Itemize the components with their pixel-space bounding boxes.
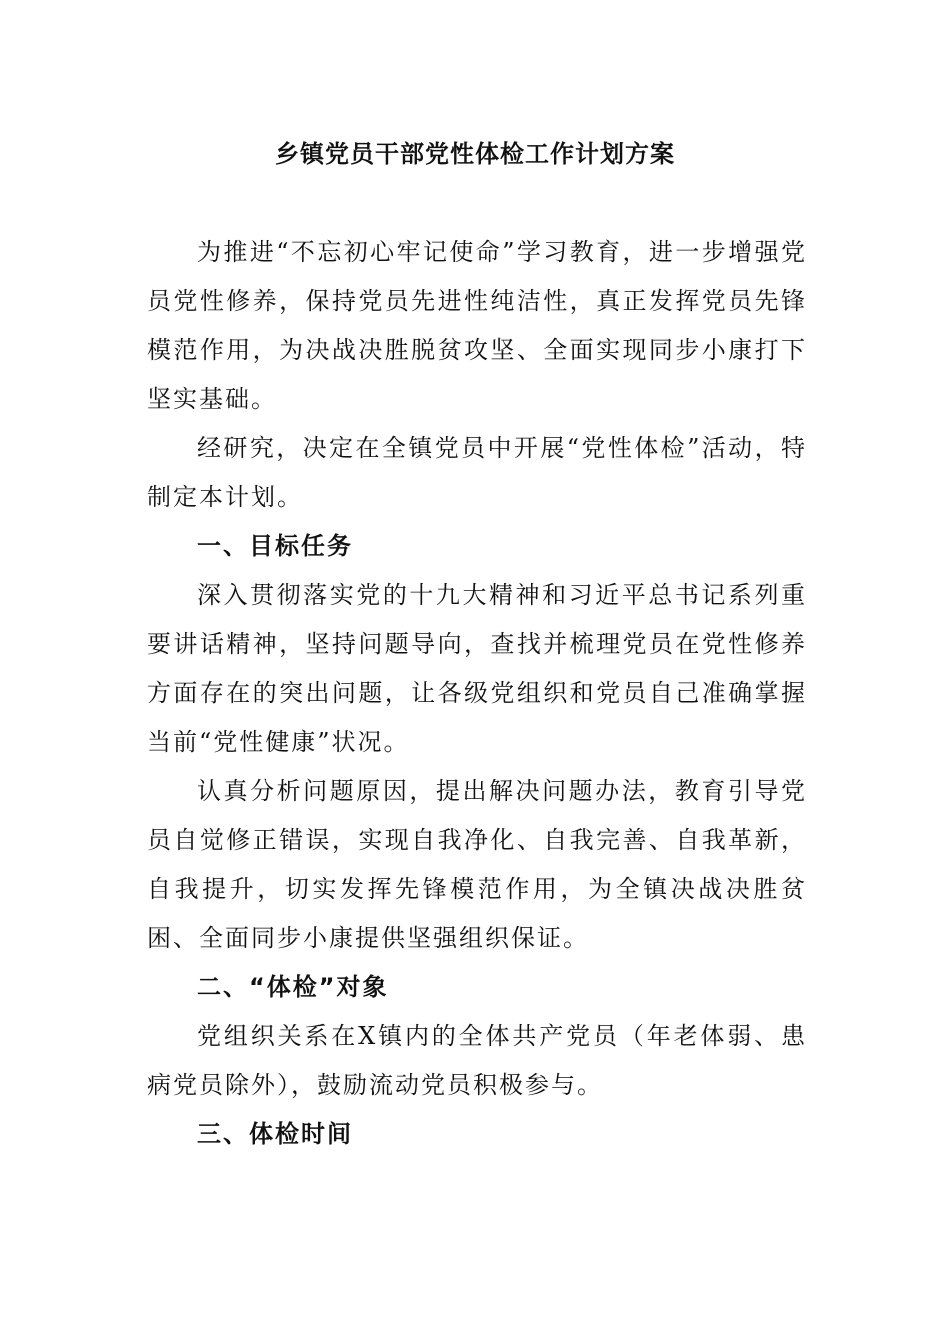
paragraph-goals-1: 深入贯彻落实党的十九大精神和习近平总书记系列重要讲话精神，坚持问题导向，查找并梳理党员在党性修养方面存在的突出问题，让各级党组织和党员自己准确掌握当前“党性健康”状况。: [147, 581, 807, 756]
section-heading-time: 三、体检时间: [197, 1120, 353, 1148]
document-body: [147, 228, 807, 1159]
paragraph-decision: 经研究，决定在全镇党员中开展“党性体检”活动，特制定本计划。: [147, 434, 807, 511]
paragraph-targets: 党组织关系在X镇内的全体共产党员（年老体弱、患病党员除外），鼓励流动党员积极参与。: [147, 1022, 807, 1099]
document-title: 乡镇党员干部党性体检工作计划方案: [275, 140, 675, 168]
section-heading-targets: 二、“体检”对象: [197, 973, 389, 1001]
section-heading-goals: 一、目标任务: [197, 532, 353, 560]
paragraph-goals-2: 认真分析问题原因，提出解决问题办法，教育引导党员自觉修正错误，实现自我净化、自我完善、自我革新，自我提升，切实发挥先锋模范作用，为全镇决战决胜贫困、全面同步小康提供坚强组织保证。: [147, 777, 807, 952]
paragraph-intro: 为推进“不忘初心牢记使命”学习教育，进一步增强党员党性修养，保持党员先进性纯洁性，真正发挥党员先锋模范作用，为决战决胜脱贫攻坚、全面实现同步小康打下坚实基础。: [147, 238, 807, 413]
